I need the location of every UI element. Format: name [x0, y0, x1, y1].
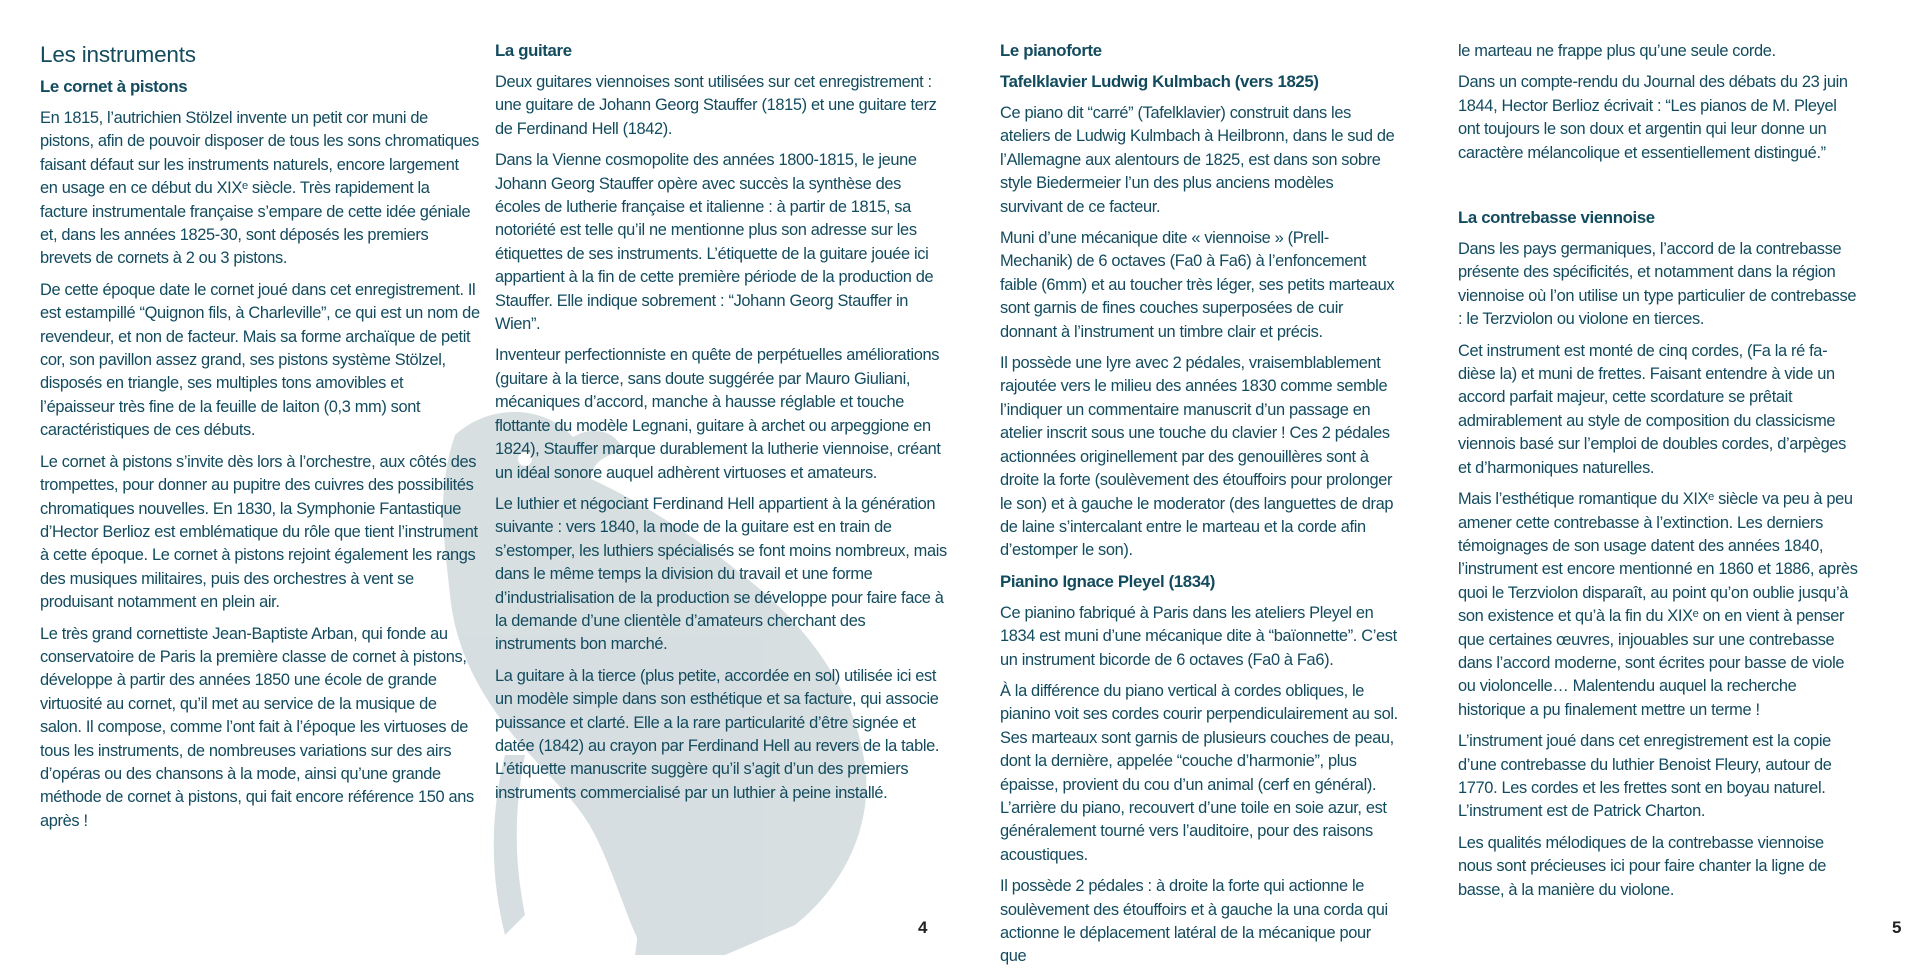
paragraph: Il possède 2 pédales : à droite la forte qui actionne le soulèvement des étouffoirs et à gauche la una corda qui actionne le déplacement latéral de la mécanique pour que: [1000, 877, 1388, 966]
page-number: 5: [1892, 918, 1902, 937]
paragraph: Le luthier et négociant Ferdinand Hell appartient à la génération suivante : vers 1840, la mode de la guitare est en train de s’estomper, les luthiers spécialisés se font moins nombreux, mais dans le même temps la division du travail et une forme d’industrialisation de la production se développe pour faire face à la demande d’une clientèle d’amateurs cherchant des instruments bon marché.: [495, 494, 947, 654]
paragraph: Le très grand cornettiste Jean-Baptiste Arban, qui fonde au conservatoire de Paris la première classe de cornet à pistons, développe à partir des années 1850 une école de grande virtuosité au cornet, qu’il met au service de la musique de salon. Il compose, comme l’ont fait à l’époque les virtuoses de tous les instruments, de nombreuses variations sur des airs d’opéras ou des chansons à la mode, ainsi qu’une grande méthode de cornet à pistons, qui fait encore référence 150 ans après !: [40, 624, 474, 830]
paragraph: Dans la Vienne cosmopolite des années 1800-1815, le jeune Johann Georg Stauffer opère avec succès la synthèse des écoles de lutherie française et italienne : à partir de 1815, sa notoriété est telle qu’il ne mentionne plus son adresse sur les étiquettes de ses instruments. L’étiquette de la guitare jouée ici appartient à la fin de cette première période de la production de Stauffer. Elle indique sobrement : “Johann Georg Stauffer in Wien”.: [495, 151, 934, 334]
page-number: 4: [918, 918, 928, 937]
paragraph: À la différence du piano vertical à cordes obliques, le pianino voit ses cordes courir perpendiculairement au sol. Ses marteaux sont garnis de plusieurs couches de peau, dont la dernière, appelée “couche d’harmonie”, plus épaisse, provient du cou d’un animal (cerf en général). L’arrière du piano, recouvert d’une toile en soie azur, est généralement tourné vers l’auditoire, pour des raisons acoustiques.: [1000, 681, 1398, 864]
paragraph: Mais l’esthétique romantique du XIXᵉ siècle va peu à peu amener cette contrebasse à l’extinction. Les derniers témoignages de son usage datent des années 1840, l’instrument est encore mentionné en 1860 et 1886, après quoi le Terzviolon disparaît, au point qu’on oublie jusqu’à son existence et qu’à la fin du XIXᵉ on en vient à penser que certaines œuvres, injouables sur une contrebasse dans l’accord moderne, sont écrites pour basse de viole ou violoncelle… Malentendu auquel la recherche historique a pu finalement mettre un terme !: [1458, 490, 1858, 719]
paragraph: Deux guitares viennoises sont utilisées sur cet enregistrement : une guitare de Johann Georg Stauffer (1815) et une guitare terz de Ferdinand Hell (1842).: [495, 73, 937, 138]
paragraph: Les qualités mélodiques de la contrebasse viennoise nous sont précieuses ici pour faire chanter la ligne de basse, à la manière du violone.: [1458, 833, 1826, 899]
subtitle-guitare: La guitare: [495, 41, 572, 60]
heading-tafelklavier: Tafelklavier Ludwig Kulmbach (vers 1825): [1000, 72, 1319, 91]
paragraph: Dans un compte-rendu du Journal des débats du 23 juin 1844, Hector Berlioz écrivait : “Les pianos de M. Pleyel ont toujours le son doux et argentin qui leur donne un caractère mélancolique et essentiellement distingué.”: [1458, 73, 1848, 162]
paragraph: La guitare à la tierce (plus petite, accordée en sol) utilisée ici est un modèle simple dans son esthétique et sa facture, qui associe puissance et clarté. Elle a la rare particularité d’être signée et datée (1842) au crayon par Ferdinand Hell au revers de la table. L’étiquette manuscrite suggère qu’il s’agit d’un des premiers instruments commercialisé par un luthier à peine installé.: [495, 666, 940, 802]
subtitle-contrebasse: La contrebasse viennoise: [1458, 208, 1655, 228]
page-right: [960, 0, 1920, 966]
column-cornet: [40, 40, 480, 841]
paragraph: le marteau ne frappe plus qu’une seule corde.: [1458, 42, 1776, 60]
paragraph: Inventeur perfectionniste en quête de perpétuelles améliorations (guitare à la tierce, sans doute suggérée par Mauro Giuliani, mécaniques d’accord, manche à hausse réglable et touche flottante du modèle Legnani, guitare à archet ou arpeggione en 1824), Stauffer marque durablement la lutherie viennoise, créant un idéal sonore auquel adhèrent virtuoses et amateurs.: [495, 346, 941, 482]
paragraph: Muni d’une mécanique dite « viennoise » (Prell-Mechanik) de 6 octaves (Fa0 à Fa6) à l’enfoncement faible (6mm) et au toucher très léger, ses petits marteaux sont garnis de fines couches superposées de cuir donnant à l’instrument un timbre clair et précis.: [1000, 229, 1395, 341]
subtitle-pianoforte: Le pianoforte: [1000, 41, 1102, 60]
spacer: [1458, 173, 1858, 207]
paragraph: Dans les pays germaniques, l’accord de la contrebasse présente des spécificités, et notamment dans la région viennoise où l’on utilise un type particulier de contrebasse : le Terzviolon ou violone en tierces.: [1458, 240, 1857, 329]
paragraph: Le cornet à pistons s’invite dès lors à l’orchestre, aux côtés des trompettes, pour donner au pupitre des cuivres des possibilités chromatiques nouvelles. En 1830, la Symphonie Fantastique d’Hector Berlioz est emblématique du rôle que tient l’instrument à cette époque. Le cornet à pistons rejoint également les rangs des musiques militaires, puis des orchestres à vent se produisant notamment en plein air.: [40, 452, 478, 612]
column-pianoforte: [1000, 40, 1400, 977]
subtitle-cornet: Le cornet à pistons: [40, 77, 188, 96]
column-contrebasse: [1458, 40, 1858, 910]
heading-pianino: Pianino Ignace Pleyel (1834): [1000, 571, 1215, 591]
paragraph: L’instrument joué dans cet enregistrement est la copie d’une contrebasse du luthier Benoist Fleury, autour de 1770. Les cordes et les frettes sont en boyau naturel. L’instrument est de Patrick Charton.: [1458, 732, 1832, 821]
paragraph: En 1815, l’autrichien Stölzel invente un petit cor muni de pistons, afin de pouvoir disposer de tous les sons chromatiques faisant défaut sur les instruments naturels, encore largement en usage en ce début du XIXᵉ siècle. Très rapidement la facture instrumentale française s’empare de cette idée géniale et, dans les années 1825-30, sont déposés les premiers brevets de cornets à 2 ou 3 pistons.: [40, 109, 479, 268]
paragraph: Ce pianino fabriqué à Paris dans les ateliers Pleyel en 1834 est muni d’une mécanique dite à “baïonnette”. C’est un instrument bicorde de 6 octaves (Fa0 à Fa6).: [1000, 603, 1397, 669]
page-left: [0, 0, 960, 952]
paragraph: Cet instrument est monté de cinq cordes, (Fa la ré fa-dièse la) et muni de frettes. Faisant entendre à vide un accord parfait majeur, cette scordature se prêtait admirablement au style de composition du classicisme viennois basé sur l’emploi de doubles cordes, d’arpèges et d’harmoniques naturelles.: [1458, 341, 1847, 477]
column-guitare: [495, 40, 950, 813]
paragraph: De cette époque date le cornet joué dans cet enregistrement. Il est estampillé “Quignon fils, à Charleville”, ce qui est un nom de revendeur, et non de facteur. Mais sa forme archaïque de petit cor, son pavillon assez grand, ses pistons système Stölzel, disposés en triangle, ses multiples tons amovibles et l’épaisseur très fine de la feuille de laiton (0,3 mm) sont caractéristiques de ces débuts.: [40, 280, 480, 440]
paragraph: Ce piano dit “carré” (Tafelklavier) construit dans les ateliers de Ludwig Kulmbach à Heilbronn, dans le sud de l’Allemagne aux alentours de 1825, est dans son sobre style Biedermeier l’un des plus anciens modèles survivant de ce facteur.: [1000, 104, 1395, 216]
section-title: Les instruments: [40, 42, 196, 67]
paragraph: Il possède une lyre avec 2 pédales, vraisemblablement rajoutée vers le milieu des années 1830 comme semble l’indiquer un commentaire manuscrit d’un passage en atelier inscrit sous une touche du clavier ! Ces 2 pédales actionnées originellement par des genouillères sont à droite la forte (soulèvement des étouffoirs pour prolonger le son) et à gauche le moderator (des languettes de drap de laine s’intercalant entre le marteau et la corde afin d’estomper le son).: [1000, 354, 1394, 560]
